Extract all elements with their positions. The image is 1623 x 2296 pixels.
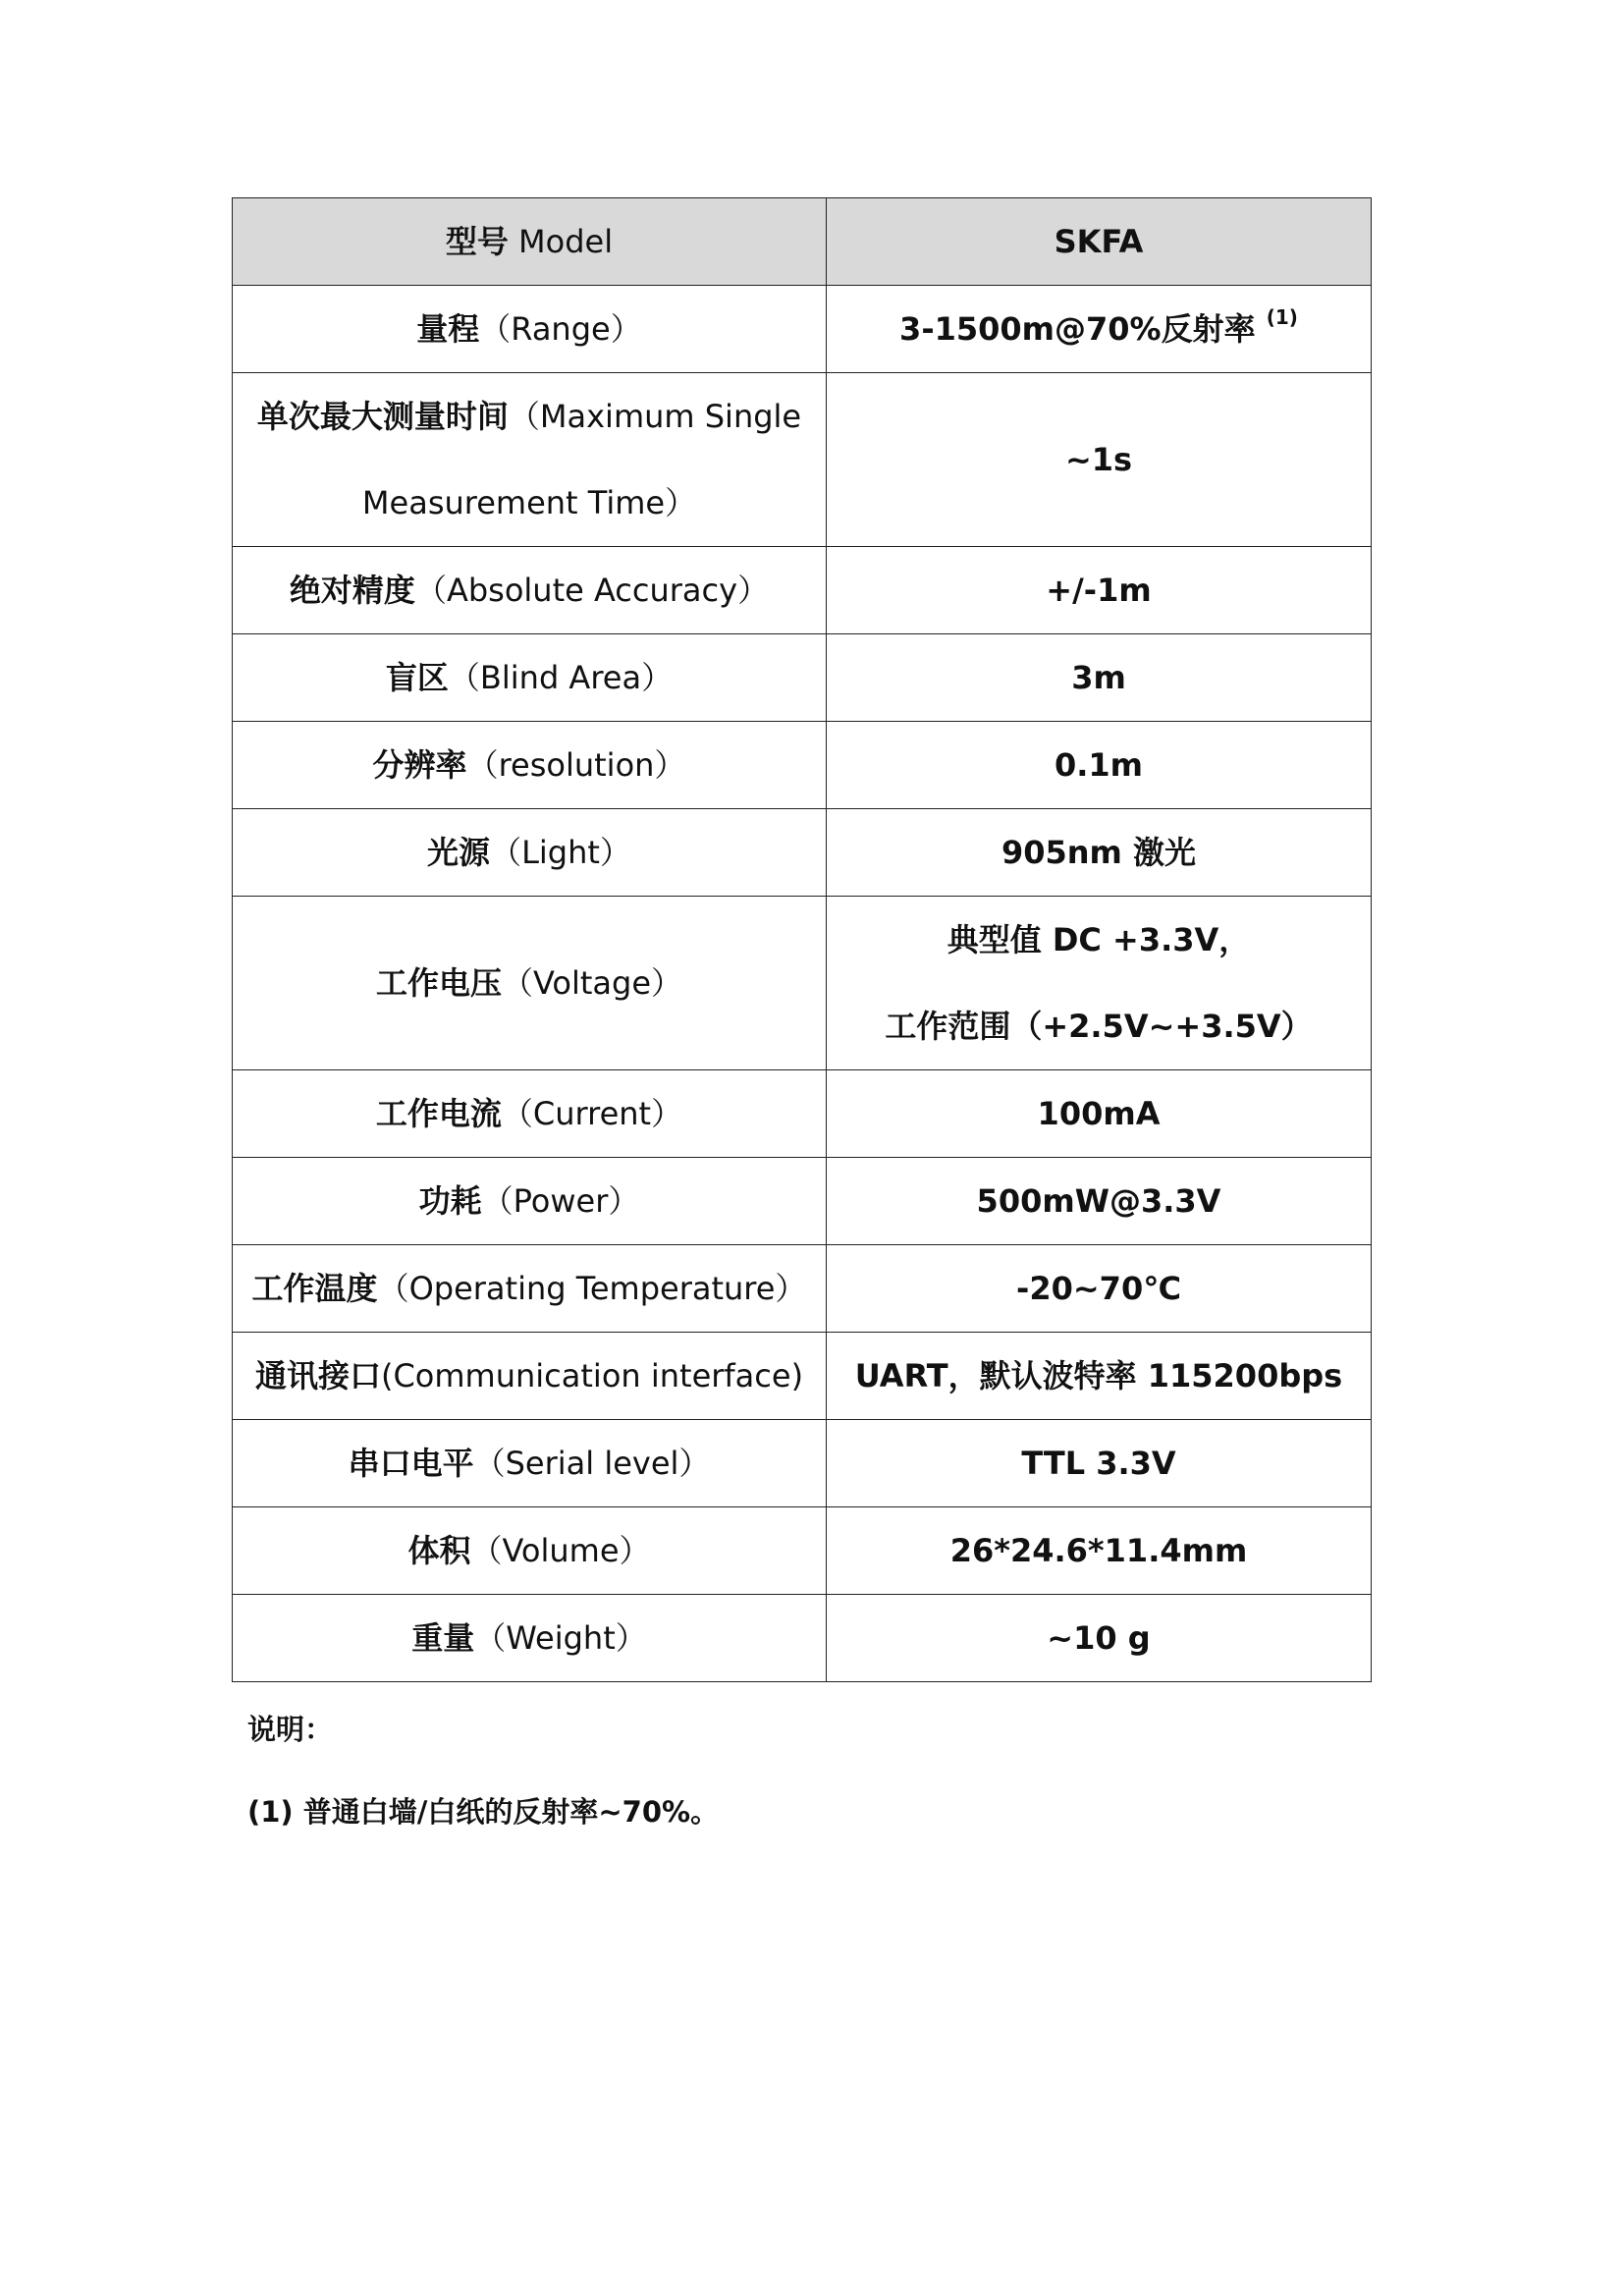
- table-row: [233, 1245, 1372, 1333]
- param-en: （Absolute Accuracy）: [414, 572, 770, 609]
- param-en: （Power）: [481, 1182, 640, 1220]
- param-cell: [233, 286, 827, 373]
- param-en: （Light）: [490, 834, 631, 871]
- value-cell: 3m: [827, 634, 1372, 722]
- note-item: (1) 普通白墙/白纸的反射率~70%。: [247, 1795, 720, 1829]
- table-row: [233, 634, 1372, 722]
- param-en: （Current）: [501, 1095, 683, 1132]
- value-cell: -20~70℃: [827, 1245, 1372, 1333]
- param-zh: 单次最大测量时间: [256, 398, 509, 435]
- notes-section: [247, 1704, 719, 1833]
- param-en: （Range）: [479, 310, 642, 348]
- param-cell: [233, 1507, 827, 1595]
- table-row: [233, 1333, 1372, 1420]
- param-zh: 量程: [416, 310, 480, 348]
- value-cell: ~1s: [827, 373, 1372, 547]
- param-zh: 通讯接口: [254, 1357, 381, 1394]
- param-cell: [233, 1158, 827, 1245]
- param-cell: [233, 1070, 827, 1158]
- table-row: [233, 1070, 1372, 1158]
- header-label-zh: 型号: [445, 223, 509, 260]
- param-zh: 串口电平: [348, 1445, 474, 1482]
- value-line2: 工作范围（+2.5V~+3.5V）: [885, 1008, 1313, 1045]
- value-cell: 26*24.6*11.4mm: [827, 1507, 1372, 1595]
- table-row: [233, 1595, 1372, 1682]
- header-value-cell: SKFA: [827, 198, 1372, 286]
- param-zh: 绝对精度: [289, 572, 415, 609]
- table-row: [233, 809, 1372, 897]
- table-row: [233, 1158, 1372, 1245]
- param-zh: 工作电压: [375, 964, 502, 1002]
- value-line1: 典型值 DC +3.3V，: [947, 921, 1251, 958]
- value-cell: UART，默认波特率 115200bps: [827, 1333, 1372, 1420]
- footnote-ref: (1): [1266, 305, 1298, 330]
- header-label-cell: [233, 198, 827, 286]
- table-row: [233, 1420, 1372, 1507]
- param-cell: [233, 1595, 827, 1682]
- param-en: （resolution）: [466, 746, 686, 784]
- table-row: [233, 373, 1372, 547]
- param-en: (Communication interface): [380, 1357, 804, 1394]
- value-cell: [827, 286, 1372, 373]
- value-cell: 905nm 激光: [827, 809, 1372, 897]
- value-text: 3-1500m@70%反射率: [899, 310, 1267, 348]
- param-zh: 重量: [411, 1619, 475, 1657]
- param-cell: [233, 1420, 827, 1507]
- value-cell: ~10 g: [827, 1595, 1372, 1682]
- notes-title: 说明：: [247, 1713, 334, 1746]
- param-cell: [233, 547, 827, 634]
- table-row: [233, 286, 1372, 373]
- param-zh: 工作电流: [375, 1095, 502, 1132]
- value-cell: TTL 3.3V: [827, 1420, 1372, 1507]
- param-zh: 光源: [427, 834, 491, 871]
- param-cell: [233, 722, 827, 809]
- param-zh: 体积: [407, 1532, 471, 1569]
- table-header-row: [233, 198, 1372, 286]
- spec-table: [232, 197, 1372, 1682]
- param-en: （Serial level）: [473, 1445, 711, 1482]
- value-cell: 100mA: [827, 1070, 1372, 1158]
- param-cell: [233, 1333, 827, 1420]
- param-cell: [233, 634, 827, 722]
- header-label-en: Model: [508, 223, 614, 260]
- param-en: （Maximum Single: [508, 398, 802, 435]
- table-row: [233, 722, 1372, 809]
- param-en: （Weight）: [474, 1619, 647, 1657]
- param-en-line2: Measurement Time）: [361, 484, 697, 521]
- param-cell: [233, 373, 827, 547]
- param-cell: [233, 1245, 827, 1333]
- param-en: （Volume）: [470, 1532, 651, 1569]
- param-zh: 盲区: [385, 659, 449, 696]
- value-cell: +/-1m: [827, 547, 1372, 634]
- value-cell: [827, 897, 1372, 1070]
- table-row: [233, 547, 1372, 634]
- value-cell: 0.1m: [827, 722, 1372, 809]
- value-cell: 500mW@3.3V: [827, 1158, 1372, 1245]
- table-row: [233, 897, 1372, 1070]
- param-zh: 分辨率: [372, 746, 467, 784]
- param-zh: 工作温度: [251, 1270, 378, 1307]
- param-en: （Blind Area）: [448, 659, 674, 696]
- param-en: （Voltage）: [501, 964, 683, 1002]
- table-row: [233, 1507, 1372, 1595]
- param-cell: [233, 809, 827, 897]
- param-cell: [233, 897, 827, 1070]
- param-en: （Operating Temperature）: [377, 1270, 807, 1307]
- param-zh: 功耗: [418, 1182, 482, 1220]
